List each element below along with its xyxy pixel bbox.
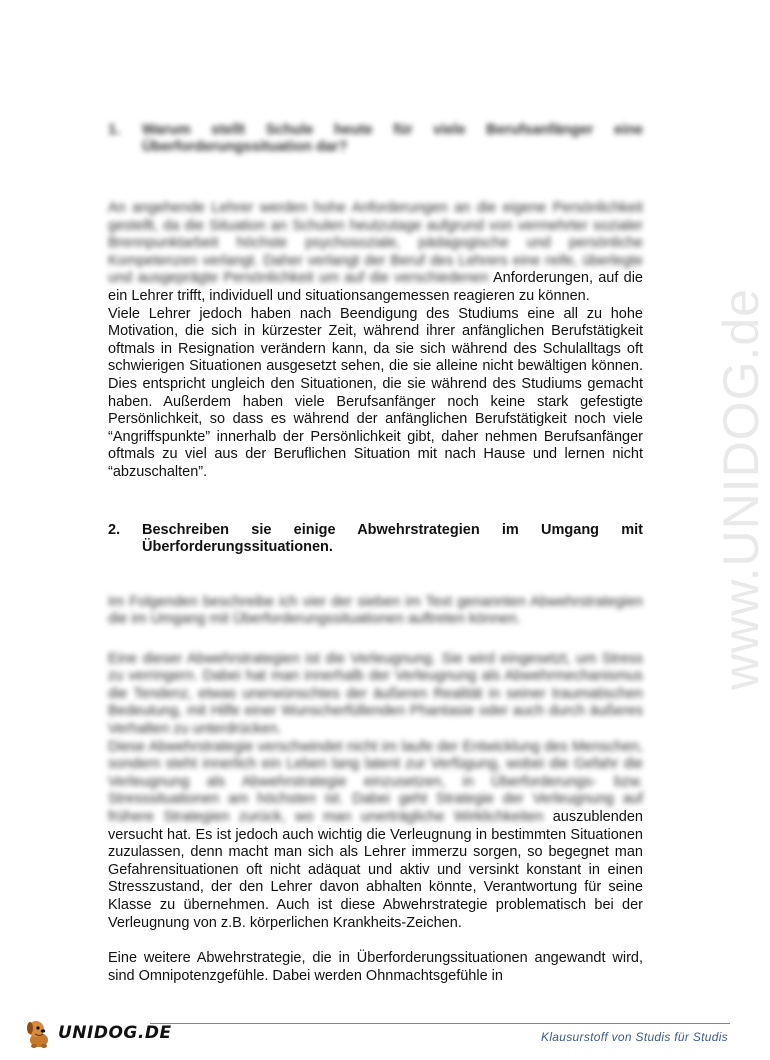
paragraph-2: Viele Lehrer jedoch haben nach Beendigung des Studiums eine all zu hohe Motivation, die sich in kürzester Zeit, während ihrer anfänglichen Berufstätigkeit oftmals in Resignation verändern kann, da sie sich während des Schulalltags oft schwierigen Situationen ausgesetzt sehen, die sie alleine nicht bewältigen können. Dies entspricht ungleich den Situationen, die sie während des Studiums gemacht haben. Außerdem haben viele Berufsanfänger noch keine stark gefestigte Persönlichkeit, so dass es während der anfänglichen Berufstätigkeit noch viele “Angriffspunkte” innerhalb der Persönlichkeit gibt, daher nehmen Berufsanfänger oftmals zu viel aus der Beruflichen Situation mit nach Hause und lernen nicht “abzuschalten”.: [108, 305, 643, 480]
paragraph-4: Eine dieser Abwehrstrategien ist die Verleugnung. Sie wird eingesetzt, um Stress zu verringern. Dabei hat man innerhalb der Verleugnung als Abwehrmechanismus die Tendenz, etwas unerwünschtes der äußeren Realität in seiner traumatischen Bedeutung, mit Hilfe einer Wunscherfüllenden Phantasie oder auch durch äußeres Verhalten zu unterdrücken.: [108, 650, 643, 738]
paragraph-5-visible: auszublenden versucht hat. Es ist jedoch auch wichtig die Verleugnung in bestimmten Situationen zuzulassen, denn macht man sich als Lehrer immerzu sorgen, so begegnet man Gefahrensituationen oft nicht adäquat und aktiv und versinkt konstant in einen Stresszustand, der den Lehrer davon abhalten könnte, Verantwortung für seine Klasse zu übernehmen. Auch ist diese Abwehrstrategie problematisch bei der Verleugnung von z.B. körperlichen Krankheits-Zeichen.: [108, 809, 643, 931]
section-2-title: Beschreiben sie einige Abwehrstrategien im Umgang mit Überforderungssituationen.: [142, 521, 643, 555]
unidog-logo[interactable]: [22, 1016, 172, 1050]
document-body: [108, 122, 643, 985]
paragraph-1-blurred: An angehende Lehrer werden hohe Anforderungen an die eigene Persönlichkeit gestellt, da die Situation an Schulen heutzutage aufgrund von vermehrter sozialer Brennpunktarbeit höchste psychosoziale, pädagogische und persönliche Kompetenzen verlangt. Daher verlangt der Beruf des Lehrers eine reife, überlegte und ausgeprägte Persönlichkeit um auf die verschiedenen: [108, 200, 643, 287]
paragraph-6: Eine weitere Abwehrstrategie, die in Überforderungssituationen angewandt wird, sind Omnipotenzgefühle. Dabei werden Ohnmachtsgefühle in: [108, 950, 643, 984]
paragraph-1-visible: Anforderungen, auf die ein Lehrer trifft, individuell und situationsangemessen reagieren zu können.: [108, 270, 643, 304]
paragraph-5: [108, 739, 643, 933]
paragraph-3: Im Folgenden beschreibe ich vier der sieben im Text genannten Abwehrstrategien die im Umgang mit Überforderungssituationen auftreten können.: [108, 593, 643, 628]
dog-icon: [22, 1016, 56, 1050]
logo-text: UNIDOG.DE: [58, 1023, 172, 1043]
section-2-number: 2.: [108, 521, 121, 538]
paragraph-5-blurred: Diese Abwehrstrategie verschwindet nicht im laufe der Entwicklung des Menschen, sondern steht innerlich ein Leben lang latent zur Verfügung, wobei die Gefahr die Verleugnung als Abwehrstrategie einzusetzen, in Überforderungs- bzw. Stresssituationen am höchsten ist. Dabei geht Strategie der Verleugnung auf frühere Strategien zurück, wo man unerträgliche Wirklichkeiten: [108, 738, 643, 826]
section-2-heading: [108, 522, 643, 556]
paragraph-1: [108, 200, 643, 306]
section-1-number: 1.: [108, 122, 121, 138]
section-1-title: Warum stellt Schule heute für viele Berufsanfänger eine Überforderungssituation dar?: [142, 122, 643, 155]
footer-divider: [150, 1023, 730, 1024]
section-1-heading: [108, 122, 643, 156]
footer-tagline: Klausurstoff von Studis für Studis: [541, 1030, 728, 1044]
watermark: www.UNIDOG.de: [713, 288, 769, 690]
